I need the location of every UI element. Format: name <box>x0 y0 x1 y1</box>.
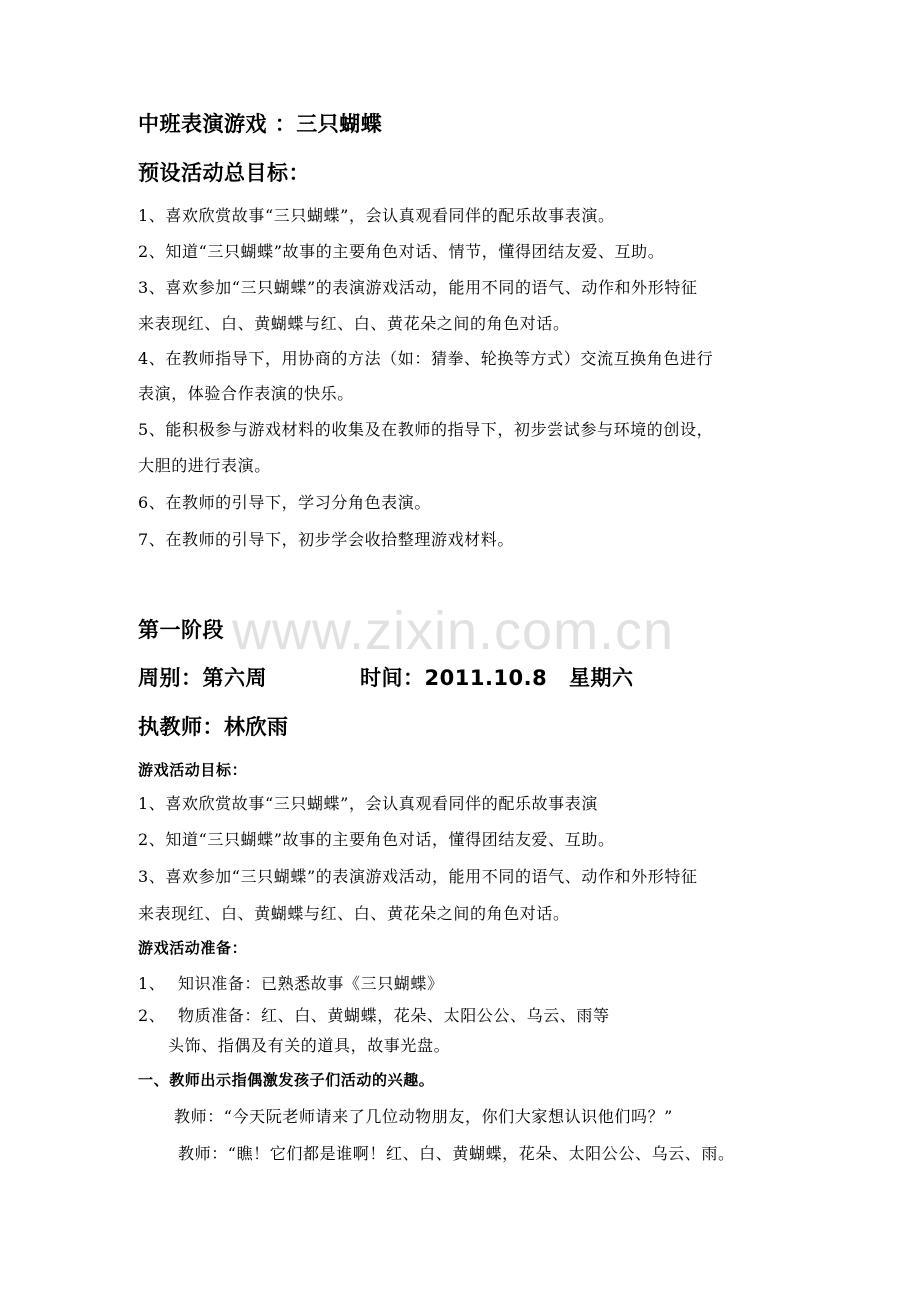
prep-item-number: 2、 <box>138 1006 166 1025</box>
teacher-label: 执教师：林欣雨 <box>138 715 289 739</box>
stage-heading: 第一阶段 <box>138 618 224 642</box>
activity-goal-line: 2、知道“三只蝴蝶”故事的主要角色对话，懂得团结友爱、互助。 <box>138 830 615 849</box>
activity-goal-line: 1、喜欢欣赏故事“三只蝴蝶”，会认真观看同伴的配乐故事表演 <box>138 794 598 813</box>
section-heading: 一、教师出示指偶激发孩子们活动的兴趣。 <box>138 1071 435 1089</box>
goal-line: 大胆的进行表演。 <box>138 456 271 475</box>
dialogue-line: 教师：“瞧！它们都是谁啊！红、白、黄蝴蝶，花朵、太阳公公、乌云、雨。 <box>178 1144 735 1163</box>
goal-line: 3、喜欢参加“三只蝴蝶”的表演游戏活动，能用不同的语气、动作和外形特征 <box>138 278 698 297</box>
goal-line: 表演，体验合作表演的快乐。 <box>138 384 354 403</box>
goal-line: 2、知道“三只蝴蝶”故事的主要角色对话、情节，懂得团结友爱、互助。 <box>138 242 665 261</box>
prep-item-text: 知识准备：已熟悉故事《三只蝴蝶》 <box>178 974 444 993</box>
activity-goal-line: 来表现红、白、黄蝴蝶与红、白、黄花朵之间的角色对话。 <box>138 904 570 923</box>
time-label: 时间：2011.10.8 <box>360 666 548 690</box>
goal-line: 1、喜欢欣赏故事“三只蝴蝶”，会认真观看同伴的配乐故事表演。 <box>138 206 615 225</box>
dialogue-line: 教师：“今天阮老师请来了几位动物朋友，你们大家想认识他们吗？” <box>174 1107 673 1126</box>
goal-line: 7、在教师的引导下，初步学会收拾整理游戏材料。 <box>138 530 514 549</box>
prep-item-number: 1、 <box>138 974 166 993</box>
watermark: www.zixin.com.cn <box>232 601 675 661</box>
prep-heading: 游戏活动准备： <box>138 939 248 957</box>
weekday-label: 星期六 <box>569 666 634 690</box>
goal-line: 来表现红、白、黄蝴蝶与红、白、黄花朵之间的角色对话。 <box>138 314 570 333</box>
goals-heading: 预设活动总目标： <box>138 161 310 185</box>
goal-line: 6、在教师的引导下，学习分角色表演。 <box>138 493 431 512</box>
activity-goals-heading: 游戏活动目标： <box>138 761 248 779</box>
goal-line: 5、能积极参与游戏材料的收集及在教师的指导下，初步尝试参与环境的创设， <box>138 420 714 439</box>
week-label: 周别：第六周 <box>138 666 267 690</box>
activity-goal-line: 3、喜欢参加“三只蝴蝶”的表演游戏活动，能用不同的语气、动作和外形特征 <box>138 867 698 886</box>
goal-line: 4、在教师指导下，用协商的方法（如：猜拳、轮换等方式）交流互换角色进行 <box>138 349 714 368</box>
document-title: 中班表演游戏 ：三只蝴蝶 <box>138 112 383 136</box>
prep-item-continuation: 头饰、指偶及有关的道具，故事光盘。 <box>168 1036 451 1055</box>
prep-item-text: 物质准备：红、白、黄蝴蝶，花朵、太阳公公、乌云、雨等 <box>178 1006 610 1025</box>
